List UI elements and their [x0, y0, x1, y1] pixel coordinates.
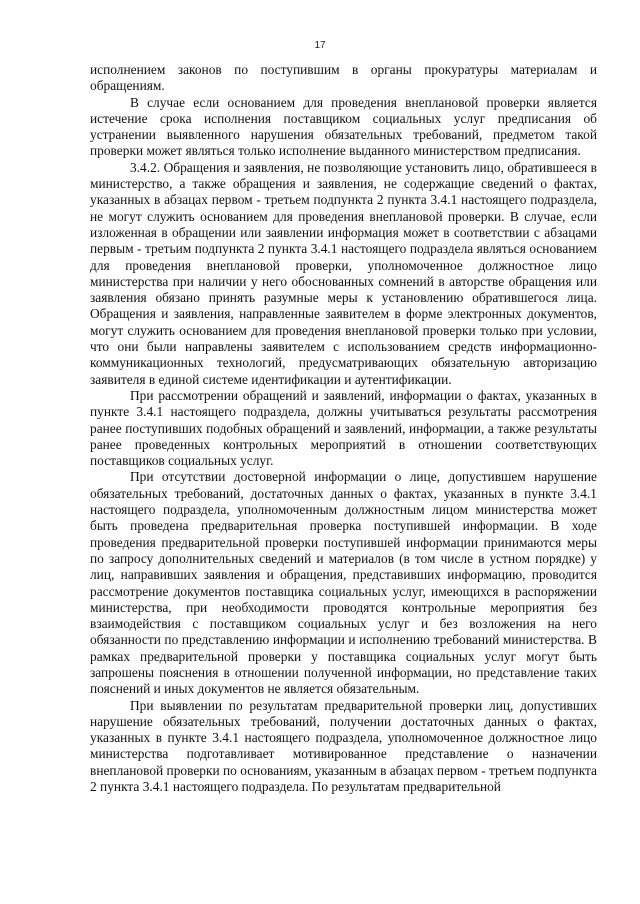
paragraph-3-4-2: 3.4.2. Обращения и заявления, не позволяющие установить лицо, обратившееся в министерство, а также обращения и заявления, не содержащие сведений о фактах, указанных в абзацах первом - третьем подпункта 2 пункта 3.4.1 настоящего подраздела, не могут служить основанием для проведения внеплановой проверки. В случае, если изложенная в обращении или заявлении информация может в соответствии с абзацами первым - третьим подпункта 2 пункта 3.4.1 настоящего подраздела являться основанием для проведения внеплановой проверки, уполномоченное должностное лицо министерства при наличии у него обоснованных сомнений в авторстве обращения или заявления обязано принять разумные меры к установлению обратившегося лица. Обращения и заявления, направленные заявителем в форме электронных документов, могут служить основанием для проведения внеплановой проверки только при условии, что они были направлены заявителем с использованием средств информационно-коммуникационных технологий, предусматривающих обязательную авторизацию заявителя в единой системе идентификации и аутентификации. — [90, 159, 597, 387]
paragraph-unscheduled-inspection-basis: В случае если основанием для проведения внеплановой проверки является истечение срока исполнения поставщиком социальных услуг предписания об устранении выявленного нарушения обязательных требований, предметом такой проверки может являться только исполнение выданного министерством предписания. — [90, 94, 597, 159]
paragraph-preliminary-check: При отсутствии достоверной информации о лице, допустившем нарушение обязательных требований, достаточных данных о фактах, указанных в пункте 3.4.1 настоящего подраздела, уполномоченным должностным лицом министерства может быть проведена предварительная проверка поступившей информации. В ходе проведения предварительной проверки поступившей информации принимаются меры по запросу дополнительных сведений и материалов (в том числе в устном порядке) у лиц, направивших заявления и обращения, представивших информацию, проводится рассмотрение документов поставщика социальных услуг, имеющихся в распоряжении министерства, при необходимости проводятся контрольные мероприятия без взаимодействия с поставщиком социальных услуг и без возложения на него обязанности по представлению информации и исполнению требований министерства. В рамках предварительной проверки у поставщика социальных услуг могут быть запрошены пояснения в отношении полученной информации, но представление таких пояснений и иных документов не является обязательным. — [90, 469, 597, 697]
document-body — [90, 62, 597, 795]
paragraph-consideration-of-appeals: При рассмотрении обращений и заявлений, информации о фактах, указанных в пункте 3.4.1 настоящего подраздела, должны учитываться результаты рассмотрения ранее поступивших подобных обращений и заявлений, информации, а также результаты ранее проведенных контрольных мероприятий в отношении соответствующих поставщиков социальных услуг. — [90, 387, 597, 469]
paragraph-preliminary-check-results: При выявлении по результатам предварительной проверки лиц, допустивших нарушение обязательных требований, получении достаточных данных о фактах, указанных в пункте 3.4.1 настоящего подраздела, уполномоченное должностное лицо министерства подготавливает мотивированное представление о назначении внеплановой проверки по основаниям, указанным в абзацах первом - третьем подпункта 2 пункта 3.4.1 настоящего подраздела. По результатам предварительной — [90, 697, 597, 795]
page-number: 17 — [314, 40, 326, 51]
paragraph-continuation: исполнением законов по поступившим в органы прокуратуры материалам и обращениям. — [90, 62, 597, 94]
